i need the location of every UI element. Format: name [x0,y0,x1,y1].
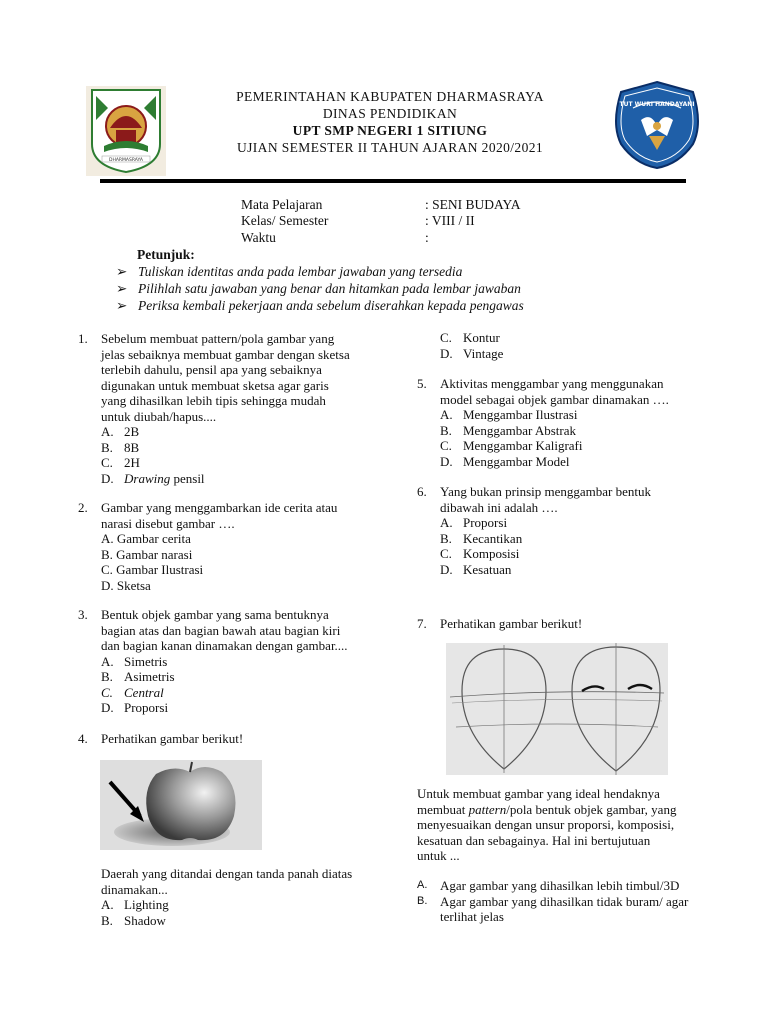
arrow-bullet-icon: ➢ [116,281,128,296]
option-b[interactable]: B. Shadow [101,912,166,928]
option-a[interactable]: A. Gambar cerita [101,531,191,546]
option-a[interactable]: A. Simetris [101,653,168,669]
government-title: PEMERINTAHAN KABUPATEN DHARMASRAYA [236,89,544,104]
option-b[interactable]: B. Kecantikan [440,530,523,546]
face-pattern-image [446,643,668,775]
option-a[interactable]: A. Menggambar Ilustrasi [440,407,578,422]
tut-wuri-logo [611,80,703,170]
option-d[interactable]: D. Menggambar Model [440,453,570,469]
exam-title: UJIAN SEMESTER II TAHUN AJARAN 2020/2021 [236,140,544,155]
office-title: DINAS PENDIDIKAN [322,106,458,121]
regency-logo [86,86,166,176]
instruction-item: ➢ Tuliskan identitas anda pada lembar jawaban yang tersedia [116,264,463,279]
option-b[interactable]: B. Agar gambar yang dihasilkan tidak buram/ agar [417,893,689,909]
arrow-bullet-icon: ➢ [116,298,128,313]
option-d[interactable]: D. Kesatuan [440,561,512,577]
option-c[interactable]: C. Menggambar Kaligrafi [440,438,583,453]
option-b[interactable]: B. Gambar narasi [101,546,193,562]
option-b-continued: terlihat jelas [440,909,504,924]
svg-text:DHARMASRAYA: DHARMASRAYA [108,158,144,163]
option-a[interactable]: A. Proporsi [440,515,508,530]
regency-emblem-icon [86,86,166,176]
tut-wuri-emblem-icon [611,80,703,170]
instructions-title: Petunjuk: [137,247,195,262]
header-divider [100,179,686,183]
option-a[interactable]: A. 2B [101,424,140,439]
option-b[interactable]: B. Menggambar Abstrak [440,422,577,438]
option-d[interactable]: D. Drawing pensil [101,470,205,486]
question-7-options [417,878,727,925]
face-pattern-icon [446,643,668,775]
option-b[interactable]: B. Asimetris [101,669,175,684]
school-title: UPT SMP NEGERI 1 SITIUNG [292,123,488,138]
option-b[interactable]: B. 8B [101,439,140,455]
option-a[interactable]: A. Agar gambar yang dihasilkan lebih timbul/3D [417,878,680,893]
option-d[interactable]: D. Proporsi [101,700,169,715]
instruction-item: ➢ Pilihlah satu jawaban yang benar dan hitamkan pada lembar jawaban [116,281,521,296]
option-c[interactable]: C. 2H [101,455,140,470]
option-c[interactable]: C. Central [101,684,164,700]
apple-drawing-icon [100,760,262,850]
option-d[interactable]: D. Sketsa [101,577,151,593]
instruction-item: ➢ Periksa kembali pekerjaan anda sebelum diserahkan kepada pengawas [116,298,524,313]
option-c[interactable]: C. Komposisi [440,546,520,561]
apple-shadow-image [100,760,262,850]
arrow-bullet-icon: ➢ [116,264,128,279]
option-c[interactable]: C. Gambar Ilustrasi [101,562,204,577]
svg-text:TUT WURI HANDAYANI: TUT WURI HANDAYANI [619,101,695,108]
option-a[interactable]: A. Lighting [101,897,169,912]
